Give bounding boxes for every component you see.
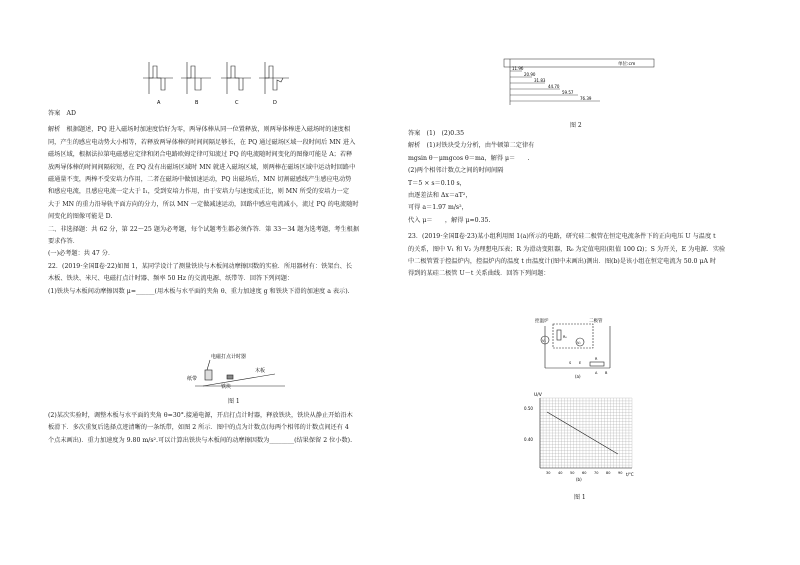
- waveform-b: [181, 62, 211, 94]
- tape-measure: 31.83: [534, 78, 546, 83]
- question-22-line: (1)铁块与木板间动摩擦因数 μ=______(用木板与水平面的夹角 θ、重力加速度 g 和铁块下滑的加速度 a 表示).: [48, 287, 350, 295]
- circuit-diode: 二极管: [589, 319, 603, 324]
- tape-measure: 76.39: [580, 96, 592, 101]
- waveform-label-a: A: [157, 100, 161, 106]
- answer-line: 答案 (1) (2)0.35: [408, 130, 465, 137]
- analysis-line: 放两导体棒的时间间隔较短，在 PQ 没有出磁场区域时 MN 就进入磁场区域，则两棒在磁场区域中运动时回路中: [48, 163, 356, 171]
- tape-measure: 20.90: [524, 72, 536, 77]
- question-22-part-2: [48, 410, 353, 447]
- circuit-r: R: [595, 357, 598, 361]
- answer-line: 答案 AD: [48, 110, 76, 117]
- chart-xtick: 40: [558, 471, 563, 475]
- fig2-caption: 图 2: [570, 122, 582, 129]
- analysis-line: 代入 μ＝ ，解得 μ≈0.35.: [408, 216, 491, 224]
- section-heading-cont: 要求作答．: [48, 238, 79, 246]
- analysis-line: 磁场区域，根据法拉第电磁感应定律和闭合电路欧姆定律可知流过 PQ 的电流随时间变化的图像可能是 A；若释: [48, 151, 353, 159]
- analysis-line: 磁通量不变，两棒不受安培力作用，二者在磁场中做加速运动，PQ 出磁场后，MN 切割磁感线产生感应电动势: [48, 176, 352, 184]
- circuit-r0: R₀: [563, 335, 567, 339]
- chart-xtick: 60: [582, 471, 587, 475]
- question-23-line: 23．(2019·全国Ⅱ卷·23)某小组利用图 1(a)所示的电路，研究硅二极管在恒定电流条件下的正向电压 U 与温度 t: [408, 233, 716, 241]
- fig1-label-tape: 纸带: [187, 376, 198, 382]
- analysis-line: 可得 a＝1.97 m/s²，: [408, 204, 468, 212]
- fig1-label-board: 木板: [255, 368, 266, 374]
- analysis-line: 同，产生的感应电动势大小相等，若释放两导体棒的时间间隔足够长，在 PQ 通过磁场区域一段时间后 MN 进入: [48, 138, 356, 146]
- left-column: [48, 108, 388, 298]
- sub-heading: (一)必考题：共 47 分．: [48, 250, 115, 258]
- circuit-s: S: [569, 361, 572, 365]
- chart-ytick: 0.40: [524, 437, 533, 442]
- section-heading: 二、非选择题：共 62 分，第 22～25 题为必考题，每个试题考生都必须作答．第 33～34 题为选考题，考生根据: [48, 225, 360, 233]
- tape-measure: 11.96: [512, 66, 524, 71]
- chart-xtick: 50: [570, 471, 575, 475]
- question-22-line: 木板、铁块、米尺、电磁打点计时器、频率 50 Hz 的交流电源、纸带等．回答下列问题：: [48, 275, 294, 283]
- tape-measure: 59.57: [562, 90, 574, 95]
- waveform-options-figure: [135, 58, 295, 108]
- chart-xtick: 30: [546, 471, 551, 475]
- fig1-caption: 图 1: [228, 398, 240, 405]
- analysis-line: (2)两个相邻计数点之间的时间间隔: [408, 167, 504, 175]
- analysis-line: 和感应电流，且感应电流一定大于 I₁，受到安培力作用，由于安培力与速度成正比，则 MN 所受的安培力一定: [48, 188, 350, 196]
- analysis-line: 由逐差法和 Δx＝aT²，: [408, 192, 472, 200]
- waveform-label-b: B: [195, 100, 199, 106]
- incline-apparatus-figure: [185, 348, 295, 393]
- analysis-line: 大于 MN 的重力沿导轨平面方向的分力，所以 MN 一定做减速运动，回路中感应电流减小，流过 PQ 的电流随时: [48, 200, 359, 208]
- chart-ylabel: U/V: [534, 393, 542, 398]
- question-22-line: 个点未画出)．重力加速度为 9.80 m/s².可以计算出铁块与木板间的动摩擦因数为________(结果保留 2 位小数).: [48, 436, 353, 444]
- paper-tape-figure: [500, 55, 660, 115]
- analysis-line: 间变化的图像可能是 D.: [48, 213, 113, 221]
- chart-xlabel: t/°C: [626, 472, 634, 477]
- fig1-label-timer: 电磁打点计时器: [211, 354, 247, 360]
- question-23-line: 中二极管置于控温炉内，控温炉内的温度 t 由温度计(图中未画出)测出．图(b)是该小组在恒定电流为 50.0 μA 时: [408, 258, 717, 266]
- circuit-a: A: [595, 371, 598, 375]
- analysis-line: 解析 (1)对铁块受力分析，由牛顿第二定律有: [408, 142, 535, 150]
- question-23-line: 得到的某硅二极管 U－t 关系曲线．回答下列问题：: [408, 270, 550, 278]
- fig1-right-caption: 图 1: [574, 494, 586, 501]
- question-23-line: 的关系，图中 V₁ 和 V₂ 为理想电压表；R 为滑动变阻器，R₀ 为定值电阻(阻值 100 Ω)；S 为开关，E 为电源．实验: [408, 245, 726, 253]
- waveform-label-c: C: [235, 100, 239, 106]
- question-22-line: (2)某次实验时，调整木板与水平面的夹角 θ=30°.接通电源，开启打点计时器，释放铁块，铁块从静止开始沿木: [48, 412, 353, 419]
- waveform-label-d: D: [273, 100, 277, 106]
- circuit-furnace: 控温炉: [535, 319, 549, 324]
- circuit-v2: V₂: [577, 341, 581, 345]
- question-22-line: 22．(2019·全国Ⅱ卷·22)如图 1，某同学设计了测量铁块与木板间动摩擦因数的实验．所用器材有：铁架台、长: [48, 262, 353, 270]
- circuit-diagram: [535, 318, 625, 378]
- tape-measure: 44.70: [548, 84, 560, 89]
- circuit-b: B: [605, 371, 608, 375]
- analysis-line: T＝5 × s＝0.10 s，: [408, 179, 466, 187]
- question-22-line: 板滑下．多次重复后选择点迹清晰的一条纸带，如图 2 所示．图中的点为计数点(每两个相邻的计数点间还有 4: [48, 424, 349, 432]
- chart-sub: (b): [576, 477, 582, 482]
- fig1-label-block: 铁块: [221, 384, 232, 390]
- waveform-c: [221, 62, 251, 94]
- right-column: [408, 128, 768, 281]
- chart-xtick: 70: [594, 471, 599, 475]
- chart-ytick: 0.50: [524, 406, 533, 411]
- waveform-a: [143, 62, 173, 94]
- chart-xtick: 80: [606, 471, 611, 475]
- circuit-e: E: [579, 361, 582, 365]
- analysis-line: mgsin θ－μmgcos θ＝ma，解得 μ＝ .: [408, 154, 530, 162]
- tape-unit: 单位:cm: [618, 62, 636, 67]
- chart-grid: [540, 398, 632, 468]
- u-t-chart: [520, 392, 640, 482]
- chart-xtick: 90: [618, 471, 623, 475]
- circuit-v1: V₁: [542, 339, 546, 343]
- waveform-d: [259, 62, 289, 94]
- analysis-line: 解析 根据题述，PQ 进入磁场时加速度恰好为零，两导体棒从同一位置释放，则两导体棒进入磁场时的速度相: [48, 126, 351, 134]
- circuit-sub: (a): [575, 374, 581, 379]
